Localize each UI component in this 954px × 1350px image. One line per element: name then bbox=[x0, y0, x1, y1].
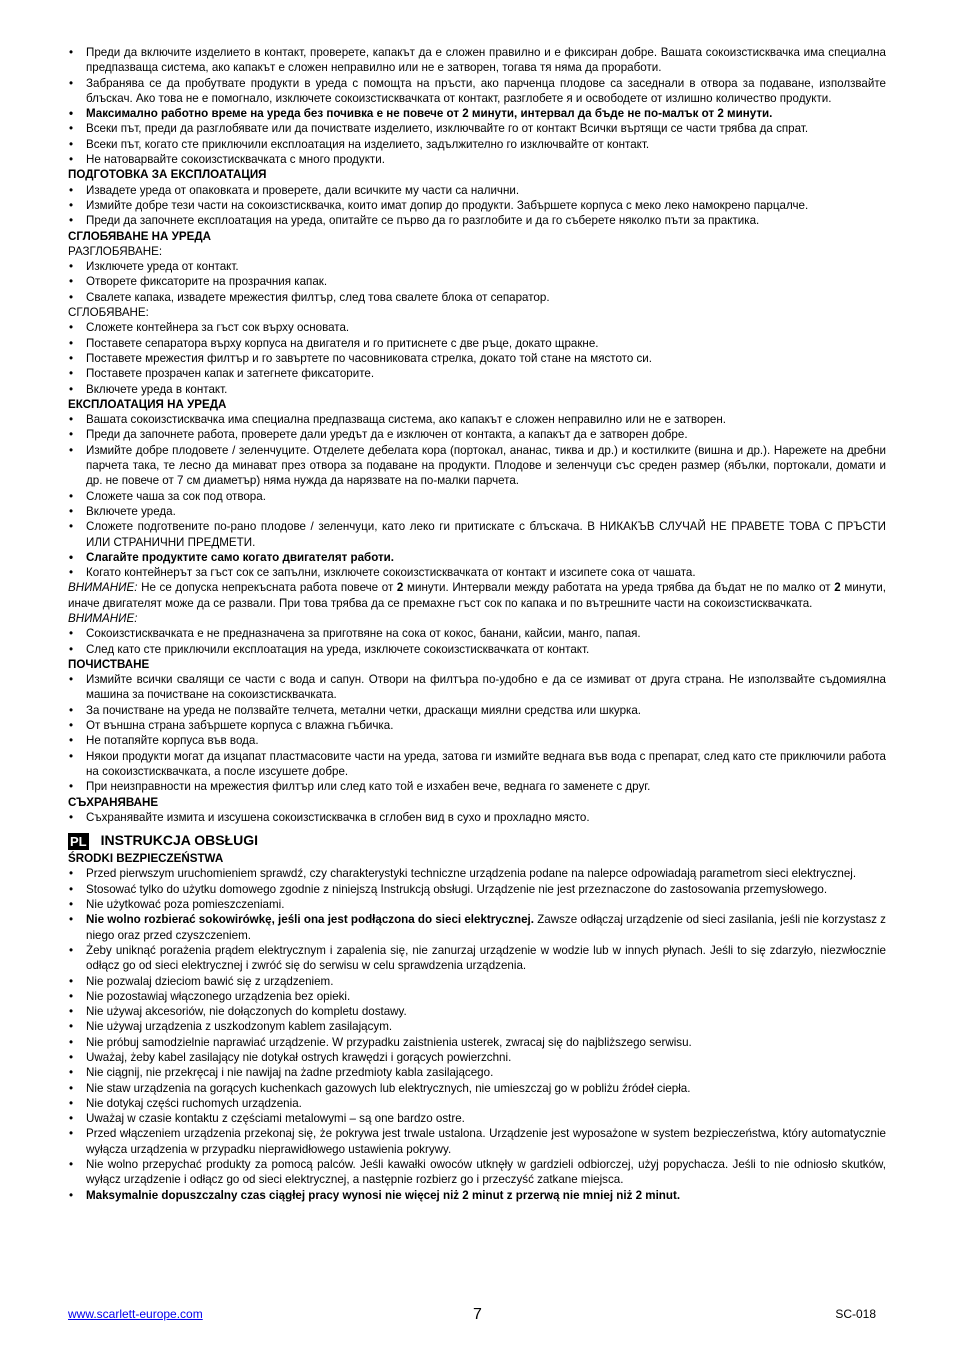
list-item-text: Nie próbuj samodzielnie naprawiać urządzenie. W przypadku zaistnienia usterek, zwracaj się do najbliższego serwisu. bbox=[86, 1035, 692, 1049]
list-item: • Свалете капака, извадете мрежестия филтър, след това свалете блока от сепаратор. bbox=[68, 290, 886, 305]
list-item: • Някои продукти могат да изцапат пластмасовите части на уреда, затова ги измийте веднага във вода с препарат, след като сте приключили работа на сокоизстисквачката, а после изсушете добре. bbox=[68, 749, 886, 780]
section-title-safety: ŚRODKI BEZPIECZEŃSTWA bbox=[68, 852, 224, 866]
list-item: • Не потапяйте корпуса във вода. bbox=[68, 733, 886, 748]
bg-storage-list bbox=[68, 810, 886, 825]
list-item: • Всеки път, когато сте приключили експлоатация на изделието, задължително го изключвайте от контакт. bbox=[68, 137, 886, 152]
list-item-text: Nie używaj akcesoriów, nie dołączonych do kompletu dostawy. bbox=[86, 1005, 407, 1019]
list-item bbox=[68, 1081, 886, 1096]
list-item-text: Stosować tylko do użytku domowego zgodnie z niniejszą Instrukcją obsługi. Urządzenie nie jest przeznaczone do zastosowania przemysłowego. bbox=[86, 882, 828, 896]
assembly-label: СГЛОБЯВАНЕ: bbox=[68, 306, 149, 320]
list-item bbox=[68, 882, 886, 897]
list-item bbox=[68, 1111, 886, 1126]
list-item: • Забранява се да пробутвате продукти в уреда с помощта на пръсти, ако парченца плодове са заседнали в отвора за подаване, използвайте блъскач. Ако това не е помогнало, изключете сокоизстисквачката от контакт, разглобете я и освободете от излишно количество продукти. bbox=[68, 76, 886, 107]
list-item bbox=[68, 1004, 886, 1019]
list-item-text: Nie dotykaj części ruchomych urządzenia. bbox=[86, 1096, 302, 1110]
attention-text-2: минути. Интервали между работата на уреда трябва да бъдат не по малко от bbox=[403, 581, 835, 595]
list-item bbox=[68, 1050, 886, 1065]
list-item: • След като сте приключили експлоатация на уреда, изключете сокоизстисквачката от контакт. bbox=[68, 642, 886, 657]
list-item-bold-text: Nie wolno rozbierać sokowirówkę, jeśli ona jest podłączona do sieci elektrycznej. bbox=[86, 913, 534, 927]
list-item: • Слагайте продуктите само когато двигателят работи. bbox=[68, 550, 886, 565]
section-title-preparation: ПОДГОТОВКА ЗА ЕКСПЛОАТАЦИЯ bbox=[68, 168, 267, 182]
list-item: • Сокоизстисквачката е не предназначена за приготвяне на сока от кокос, банани, кайсии, манго, папая. bbox=[68, 626, 886, 641]
bg-operation-list bbox=[68, 412, 886, 580]
bg-prep-list bbox=[68, 183, 886, 229]
list-item-text: Nie wolno przepychać produkty za pomocą palców. Jeśli kawałki owoców utknęły w gardzieli odbiorczej, użyj popychacza. Jeśli to nie odniosło skutków, wyłącz urządzenie i odłącz go od sieci elektrycznej, a następnie rozbierz go i przeczyść zatkane miejsca. bbox=[86, 1158, 886, 1187]
section-title-assembly: СГЛОБЯВАНЕ НА УРЕДА bbox=[68, 229, 211, 243]
list-item-text: Zawsze odłączaj urządzenie od sieci zasilania, jeśli nie korzystasz z niego oraz przed czyszczeniem. bbox=[86, 913, 886, 942]
list-item: • При неизправности на мрежестия филтър или след като той е изхабен вече, веднага го заменете с друг. bbox=[68, 779, 886, 794]
list-item: • Всеки път, преди да разглобявате или да почиствате изделието, изключвайте го от контакт Всички въртящи се части трябва да спрат. bbox=[68, 121, 886, 136]
list-item: • Сложете чаша за сок под отвора. bbox=[68, 489, 886, 504]
attention-text-1: Не се допуска непрекъсната работа повече от bbox=[137, 581, 397, 595]
list-item: • Отворете фиксаторите на прозрачния капак. bbox=[68, 274, 886, 289]
language-badge-pl: PL bbox=[70, 833, 87, 849]
list-item: • За почистване на уреда не ползвайте телчета, метални четки, драскащи миялни средства или шкурка. bbox=[68, 703, 886, 718]
list-item bbox=[68, 974, 886, 989]
list-item bbox=[68, 1065, 886, 1080]
list-item: • Сложете контейнера за гъст сок върху основата. bbox=[68, 320, 886, 335]
attention-paragraph bbox=[68, 580, 886, 611]
list-item: • Поставете мрежестия филтър и го завъртете по часовниковата стрелка, докато той стане на мястото си. bbox=[68, 351, 886, 366]
list-item: • Измийте добре плодовете / зеленчуците. Отделете дебелата кора (портокал, ананас, тиква и др.) и костилките (вишна и др.). Нарежете на дребни парчета така, те лесно да минават през отвора за подаване на продукти. Плодове и зеленчуци със среден размер (ябълки, портокали, домати и др. не повече от 7 см диаметър) няма нужда да нарязвате на по-малки парчета. bbox=[68, 443, 886, 489]
list-item-text: Uważaj w czasie kontaktu z częściami metalowymi – są one bardzo ostre. bbox=[86, 1112, 465, 1126]
pl-safety-list bbox=[68, 866, 886, 1203]
bg-cleaning-list bbox=[68, 672, 886, 794]
list-item-text: Przed pierwszym uruchomieniem sprawdź, czy charakterystyki techniczne urządzenia podane na nalepce odpowiadają parametrom sieci elektrycznej. bbox=[86, 867, 857, 881]
list-item bbox=[68, 912, 886, 943]
page-footer bbox=[68, 1306, 876, 1326]
list-item-text: Uważaj, żeby kabel zasilający nie dotykał ostrych krawędzi i gorących powierzchni. bbox=[86, 1051, 512, 1064]
list-item bbox=[68, 1035, 886, 1050]
attention-text-3: минути, иначе двигателят може да се развали. При това трябва да се премахне гъст сок по капака и по вътрешните части на сокоизстисквачката. bbox=[68, 581, 887, 610]
list-item: • Включете уреда. bbox=[68, 504, 886, 519]
attention-label: ВНИМАНИЕ: bbox=[68, 581, 138, 595]
list-item-text: Nie używaj urządzenia z uszkodzonym kablem zasilającym. bbox=[86, 1020, 393, 1034]
list-item bbox=[68, 1126, 886, 1157]
pl-section-title: INSTRUKCJA OBSŁUGI bbox=[100, 832, 259, 849]
list-item: • Не натоварвайте сокоизстисквачката с много продукти. bbox=[68, 152, 886, 167]
list-item-text: Nie pozwalaj dzieciom bawić się z urządzeniem. bbox=[86, 974, 334, 988]
list-item bbox=[68, 1188, 886, 1203]
list-item: • Когато контейнерът за гъст сок се запълни, изключете сокоизстисквачката от контакт и изсипете сока от чашата. bbox=[68, 565, 886, 580]
page-number: 7 bbox=[473, 1306, 482, 1323]
list-item bbox=[68, 943, 886, 974]
list-item-text: Nie pozostawiaj włączonego urządzenia bez opieki. bbox=[86, 989, 351, 1003]
section-title-operation: ЕКСПЛОАТАЦИЯ НА УРЕДА bbox=[68, 397, 227, 411]
list-item: • Измийте всички свалящи се части с вода и сапун. Отвори на филтъра по-удобно е да се измиват от друга страна. Не използвайте съдомиялна машина за почистване на сокоизстисквачката. bbox=[68, 672, 886, 703]
page-body bbox=[68, 45, 886, 1203]
list-item-text: Nie ciągnij, nie przekręcaj i nie nawijaj na żadne przedmioty kabla zasilającego. bbox=[86, 1066, 494, 1080]
disassembly-label: РАЗГЛОБЯВАНЕ: bbox=[68, 244, 163, 258]
attention-minutes-2: 2 bbox=[834, 581, 841, 595]
list-item bbox=[68, 866, 886, 881]
list-item: • Преди да започнете работа, проверете дали уредът да е изключен от контакта, а капакът да е затворен добре. bbox=[68, 427, 886, 442]
bg-attention-list bbox=[68, 626, 886, 657]
list-item-text: Przed włączeniem urządzenia przekonaj się, że pokrywa jest trwale ustalona. Urządzenie jest wyposażone w system bezpieczeństwa, który automatycznie wyłącza urządzenia w przypadku nieprawidłowego ustawienia pokrywy. bbox=[86, 1127, 886, 1156]
section-title-storage: СЪХРАНЯВАНЕ bbox=[68, 795, 159, 809]
pl-section-header bbox=[68, 831, 886, 851]
list-item: • Извадете уреда от опаковката и проверете, дали всичките му части са налични. bbox=[68, 183, 886, 198]
list-item-bold-text: Maksymalnie dopuszczalny czas ciągłej pracy wynosi nie więcej niż 2 minut z przerwą nie mniej niż 2 minut. bbox=[86, 1188, 681, 1202]
list-item bbox=[68, 1096, 886, 1111]
list-item: • Вашата сокоизстисквачка има специална предпазваща система, ако капакът е сложен неправилно или не е затворен. bbox=[68, 412, 886, 427]
attention-minutes-1: 2 bbox=[396, 581, 404, 595]
list-item-text: Nie staw urządzenia na gorących kuchenkach gazowych lub elektrycznych, nie umieszczaj go w pobliżu źródeł ciepła. bbox=[86, 1081, 691, 1095]
list-item bbox=[68, 1157, 886, 1188]
section-title-cleaning: ПОЧИСТВАНЕ bbox=[68, 657, 150, 671]
bg-assembly-list bbox=[68, 320, 886, 396]
list-item: • Поставете сепаратора върху корпуса на двигателя и го притиснете с две ръце, докато щракне. bbox=[68, 336, 886, 351]
list-item: • Изключете уреда от контакт. bbox=[68, 259, 886, 274]
attention-label-2: ВНИМАНИЕ: bbox=[68, 611, 138, 625]
bg-intro-list bbox=[68, 45, 886, 167]
list-item: • Поставете прозрачен капак и затегнете фиксаторите. bbox=[68, 366, 886, 381]
list-item bbox=[68, 989, 886, 1004]
list-item: • Максимално работно време на уреда без почивка е не повече от 2 минути, интервал да бъде не по-малък от 2 минути. bbox=[68, 106, 886, 121]
bg-disassembly-list bbox=[68, 259, 886, 305]
list-item: • Измийте добре тези части на сокоизстисквачка, които имат допир до продукти. Забършете корпуса с меко леко намокрено парцалче. bbox=[68, 198, 886, 213]
list-item: • Преди да включите изделието в контакт, проверете, капакът да е сложен правилно и е фиксиран добре. Вашата сокоизстисквачка има специална предпазваща система, ако капакът е сложен неправилно или не е затворен, тогава тя няма да проработи. bbox=[68, 45, 886, 76]
list-item: • Включете уреда в контакт. bbox=[68, 382, 886, 397]
list-item: • От външна страна забършете корпуса с влажна гъбичка. bbox=[68, 718, 886, 733]
list-item: • Сложете подготвените по-рано плодове / зеленчуци, като леко ги притискате с блъскача. В НИКАКЪВ СЛУЧАЙ НЕ ПРАВЕТЕ ТОВА С ПРЪСТИ ИЛИ СТРАНИЧНИ ПРЕДМЕТИ. bbox=[68, 519, 886, 550]
list-item-text: Nie użytkować poza pomieszczeniami. bbox=[86, 898, 285, 912]
list-item: • Преди да започнете експлоатация на уреда, опитайте се първо да го разглобите и да го съберете няколко пъти за практика. bbox=[68, 213, 886, 228]
list-item-text: Żeby uniknąć porażenia prądem elektrycznym i zapalenia się, nie zanurzaj urządzenie w wodzie lub w innych płynach. Jeśli to się zdarzyło, niezwłocznie odłącz go od sieci elektrycznej i zwróć się do serwisu w celu sprawdzenia urządzenia. bbox=[86, 943, 886, 973]
model-number: SC-018 bbox=[835, 1307, 876, 1321]
website-link[interactable]: www.scarlett-europe.com bbox=[68, 1307, 203, 1321]
list-item bbox=[68, 1019, 886, 1034]
list-item: • Съхранявайте измита и изсушена сокоизстисквачка в сглобен вид в сухо и прохладно място. bbox=[68, 810, 886, 825]
list-item bbox=[68, 897, 886, 912]
